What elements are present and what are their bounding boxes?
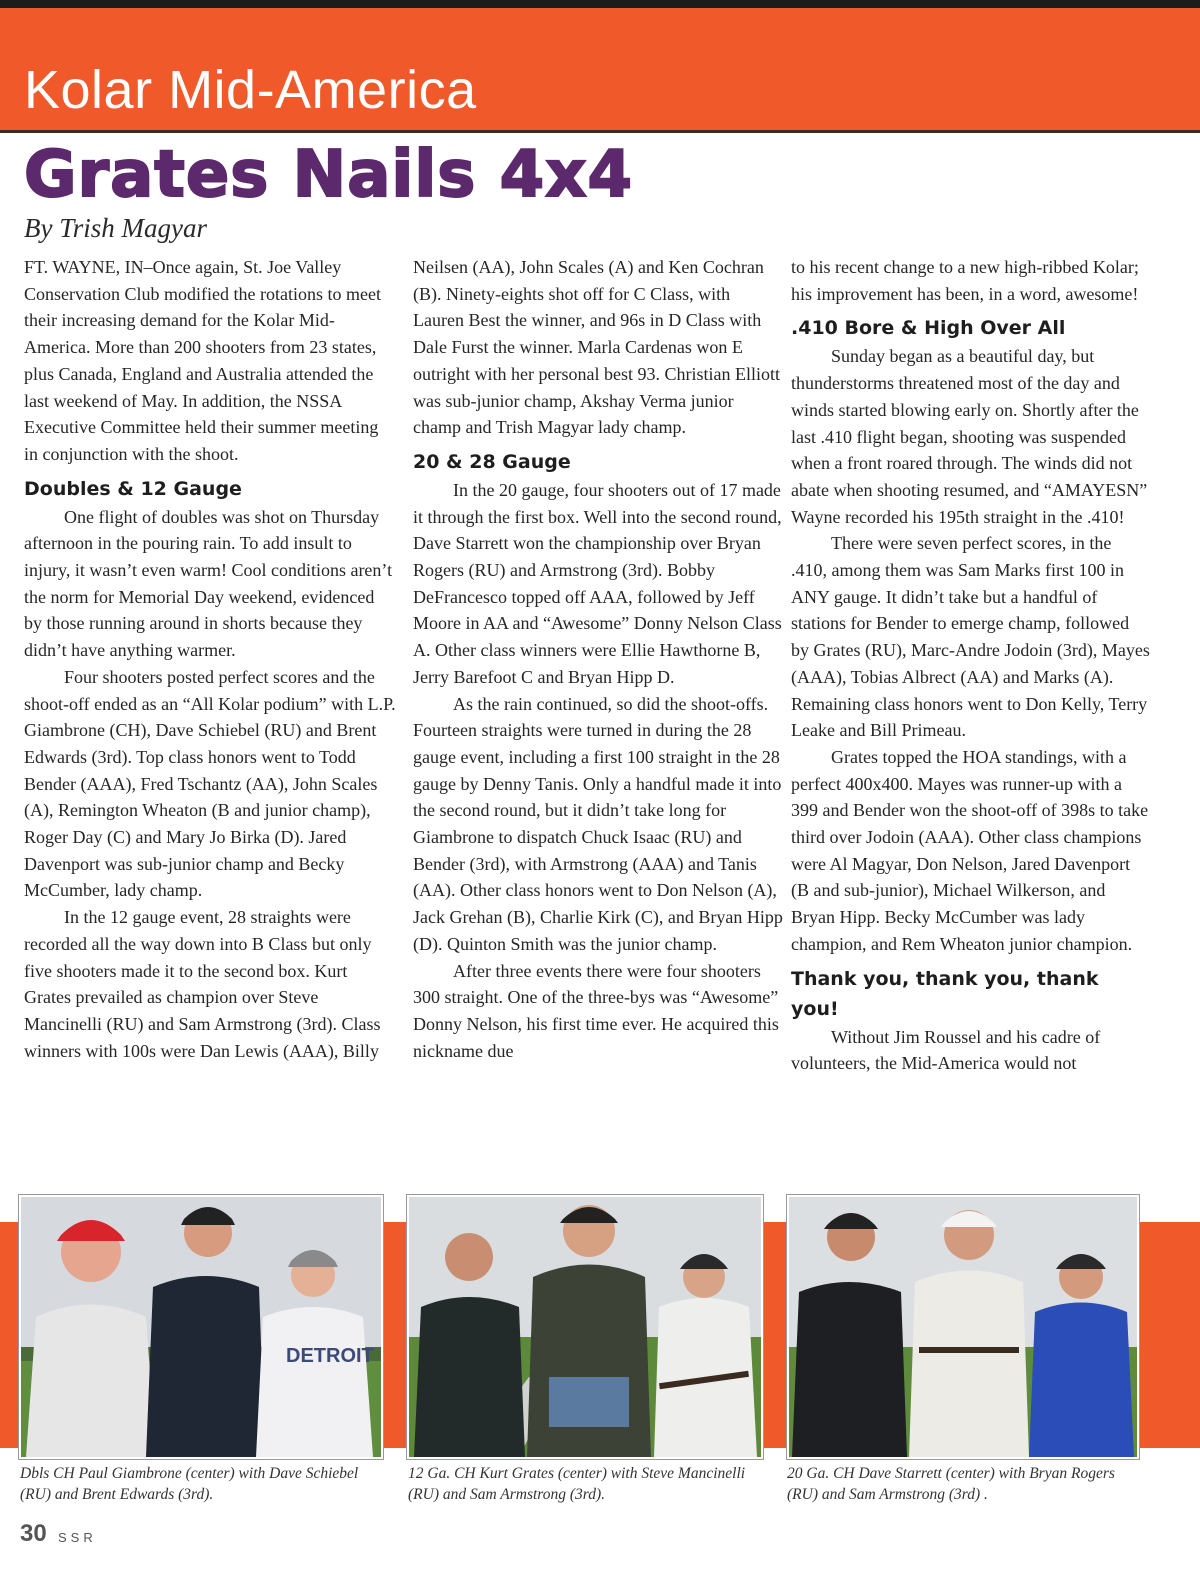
paragraph: to his recent change to a new high-ribbed Kolar; his improvement has been, in a word, awesome! [791,257,1139,304]
paragraph: Without Jim Roussel and his cadre of volunteers, the Mid-America would not [791,1026,1101,1074]
subhead-thank-you: Thank you, thank you, thank you! [791,967,1099,1020]
paragraph: There were seven perfect scores, in the .410, among them was Sam Marks first 100 in ANY gauge. It didn’t take but a handful of stations for Bender to emerge champ, followed by Grates (RU), Marc-Andre Jodoin (3rd), Mayes (AAA), Tobias Albrect (AA) and Marks (A). Remaining class honors went to Don Kelly, Terry Leake and Bill Primeau. [791,533,1150,741]
photo-caption: 20 Ga. CH Dave Starrett (center) with Bryan Rogers (RU) and Sam Armstrong (3rd) . [787,1465,1115,1503]
article-headline: Grates Nails 4x4 [24,138,633,212]
paragraph: In the 20 gauge, four shooters out of 17 made it through the first box. Well into the second round, Dave Starrett won the championship over Bryan Rogers (RU) and Armstrong (3rd). Bobby DeFrancesco topped off AAA, followed by Jeff Moore in AA and “Awesome” Donny Nelson Class A. Other class winners were Ellie Hawthorne B, Jerry Barefoot C and Bryan Hipp D. [413,479,782,687]
photo-12-gauge-champions [406,1194,764,1460]
paragraph: Neilsen (AA), John Scales (A) and Ken Cochran (B). Ninety-eights shot off for C Class, with Lauren Best the winner, and 96s in D Class with Dale Furst the winner. Marla Cardenas won E outright with her personal best 93. Christian Elliott was sub-junior champ, Akshay Verma junior champ and Trish Magyar lady champ. [413,257,780,438]
photo-20-gauge-champions [786,1194,1140,1460]
publication-name: SSR [58,1530,97,1545]
photo-doubles-champions [18,1194,384,1460]
photo-caption: 12 Ga. CH Kurt Grates (center) with Steve Mancinelli (RU) and Sam Armstrong (3rd). [408,1465,746,1503]
article-column-3 [791,254,1151,1077]
photo-illustration [789,1197,1137,1457]
paragraph: Four shooters posted perfect scores and the shoot-off ended as an “All Kolar podium” with L.P. Giambrone (CH), Dave Schiebel (RU) and Brent Edwards (3rd). Top class honors went to Todd Bender (AAA), Fred Tschantz (AA), John Scales (A), Remington Wheaton (B and junior champ), Roger Day (C) and Mary Jo Birka (D). Jared Davenport was sub-junior champ and Becky McCumber, lady champ. [24,666,396,901]
paragraph: Sunday began as a beautiful day, but thunderstorms threatened most of the day and winds started blowing early on. Shortly after the last .410 flight began, shooting was suspended when a front roared through. The winds did not abate when shooting resumed, and “AMAYESN” Wayne recorded his 195th straight in the .410! [791,346,1148,527]
subhead-20-28-gauge: 20 & 28 Gauge [413,450,571,473]
paragraph: FT. WAYNE, IN–Once again, St. Joe Valley Conservation Club modified the rotations to meet their increasing demand for the Kolar Mid-America. More than 200 shooters from 23 states, plus Canada, England and Australia attended the last weekend of May. In addition, the NSSA Executive Committee held their summer meeting in conjunction with the shoot. [24,257,381,464]
subhead-doubles: Doubles & 12 Gauge [24,477,242,500]
article-column-2 [413,254,785,1064]
byline: By Trish Magyar [24,213,208,243]
banner-rule [0,130,1200,133]
paragraph: Grates topped the HOA standings, with a perfect 400x400. Mayes was runner-up with a 399 and Bender won the shoot-off of 398s to take third over Jodoin (AAA). Other class champions were Al Magyar, Don Nelson, Jared Davenport (B and sub-junior), Michael Wilkerson, and Bryan Hipp. Becky McCumber was lady champion, and Rem Wheaton junior champion. [791,746,1149,954]
paragraph: As the rain continued, so did the shoot-offs. Fourteen straights were turned in during the 28 gauge event, including a first 100 straight in the 28 gauge by Denny Tanis. Only a handful made it into the second round, but it didn’t take long for Giambrone to dispatch Chuck Isaac (RU) and Bender (3rd), with Armstrong (AAA) and Tanis (AA). Other class honors went to Don Nelson (A), Jack Grehan (B), Charlie Kirk (C), and Bryan Hipp (D). Quinton Smith was the junior champ. [413,693,783,954]
photo-caption: Dbls CH Paul Giambrone (center) with Dave Schiebel (RU) and Brent Edwards (3rd). [20,1465,359,1503]
shirt-text: DETROIT [286,1345,374,1367]
paragraph: In the 12 gauge event, 28 straights were recorded all the way down into B Class but only five shooters made it to the second box. Kurt Grates prevailed as champion over Steve Mancinelli (RU) and Sam Armstrong (3rd). Class winners with 100s were Dan Lewis (AAA), Billy [24,907,381,1061]
article-column-1 [24,254,396,1064]
photo-illustration [409,1197,761,1457]
paragraph: After three events there were four shooters 300 straight. One of the three-bys was “Awesome” Donny Nelson, his first time ever. He acquired this nickname due [413,960,779,1061]
subhead-410-hoa: .410 Bore & High Over All [791,317,1066,340]
top-edge-bar [0,0,1200,8]
paragraph: One flight of doubles was shot on Thursday afternoon in the pouring rain. To add insult to injury, it wasn’t even warm! Cool conditions aren’t the norm for Memorial Day weekend, evidenced by those running around in shorts because they didn’t have anything warmer. [24,506,393,661]
photo-illustration [21,1197,381,1457]
page-number: 30 [20,1520,47,1547]
section-title: Kolar Mid-America [24,60,477,120]
